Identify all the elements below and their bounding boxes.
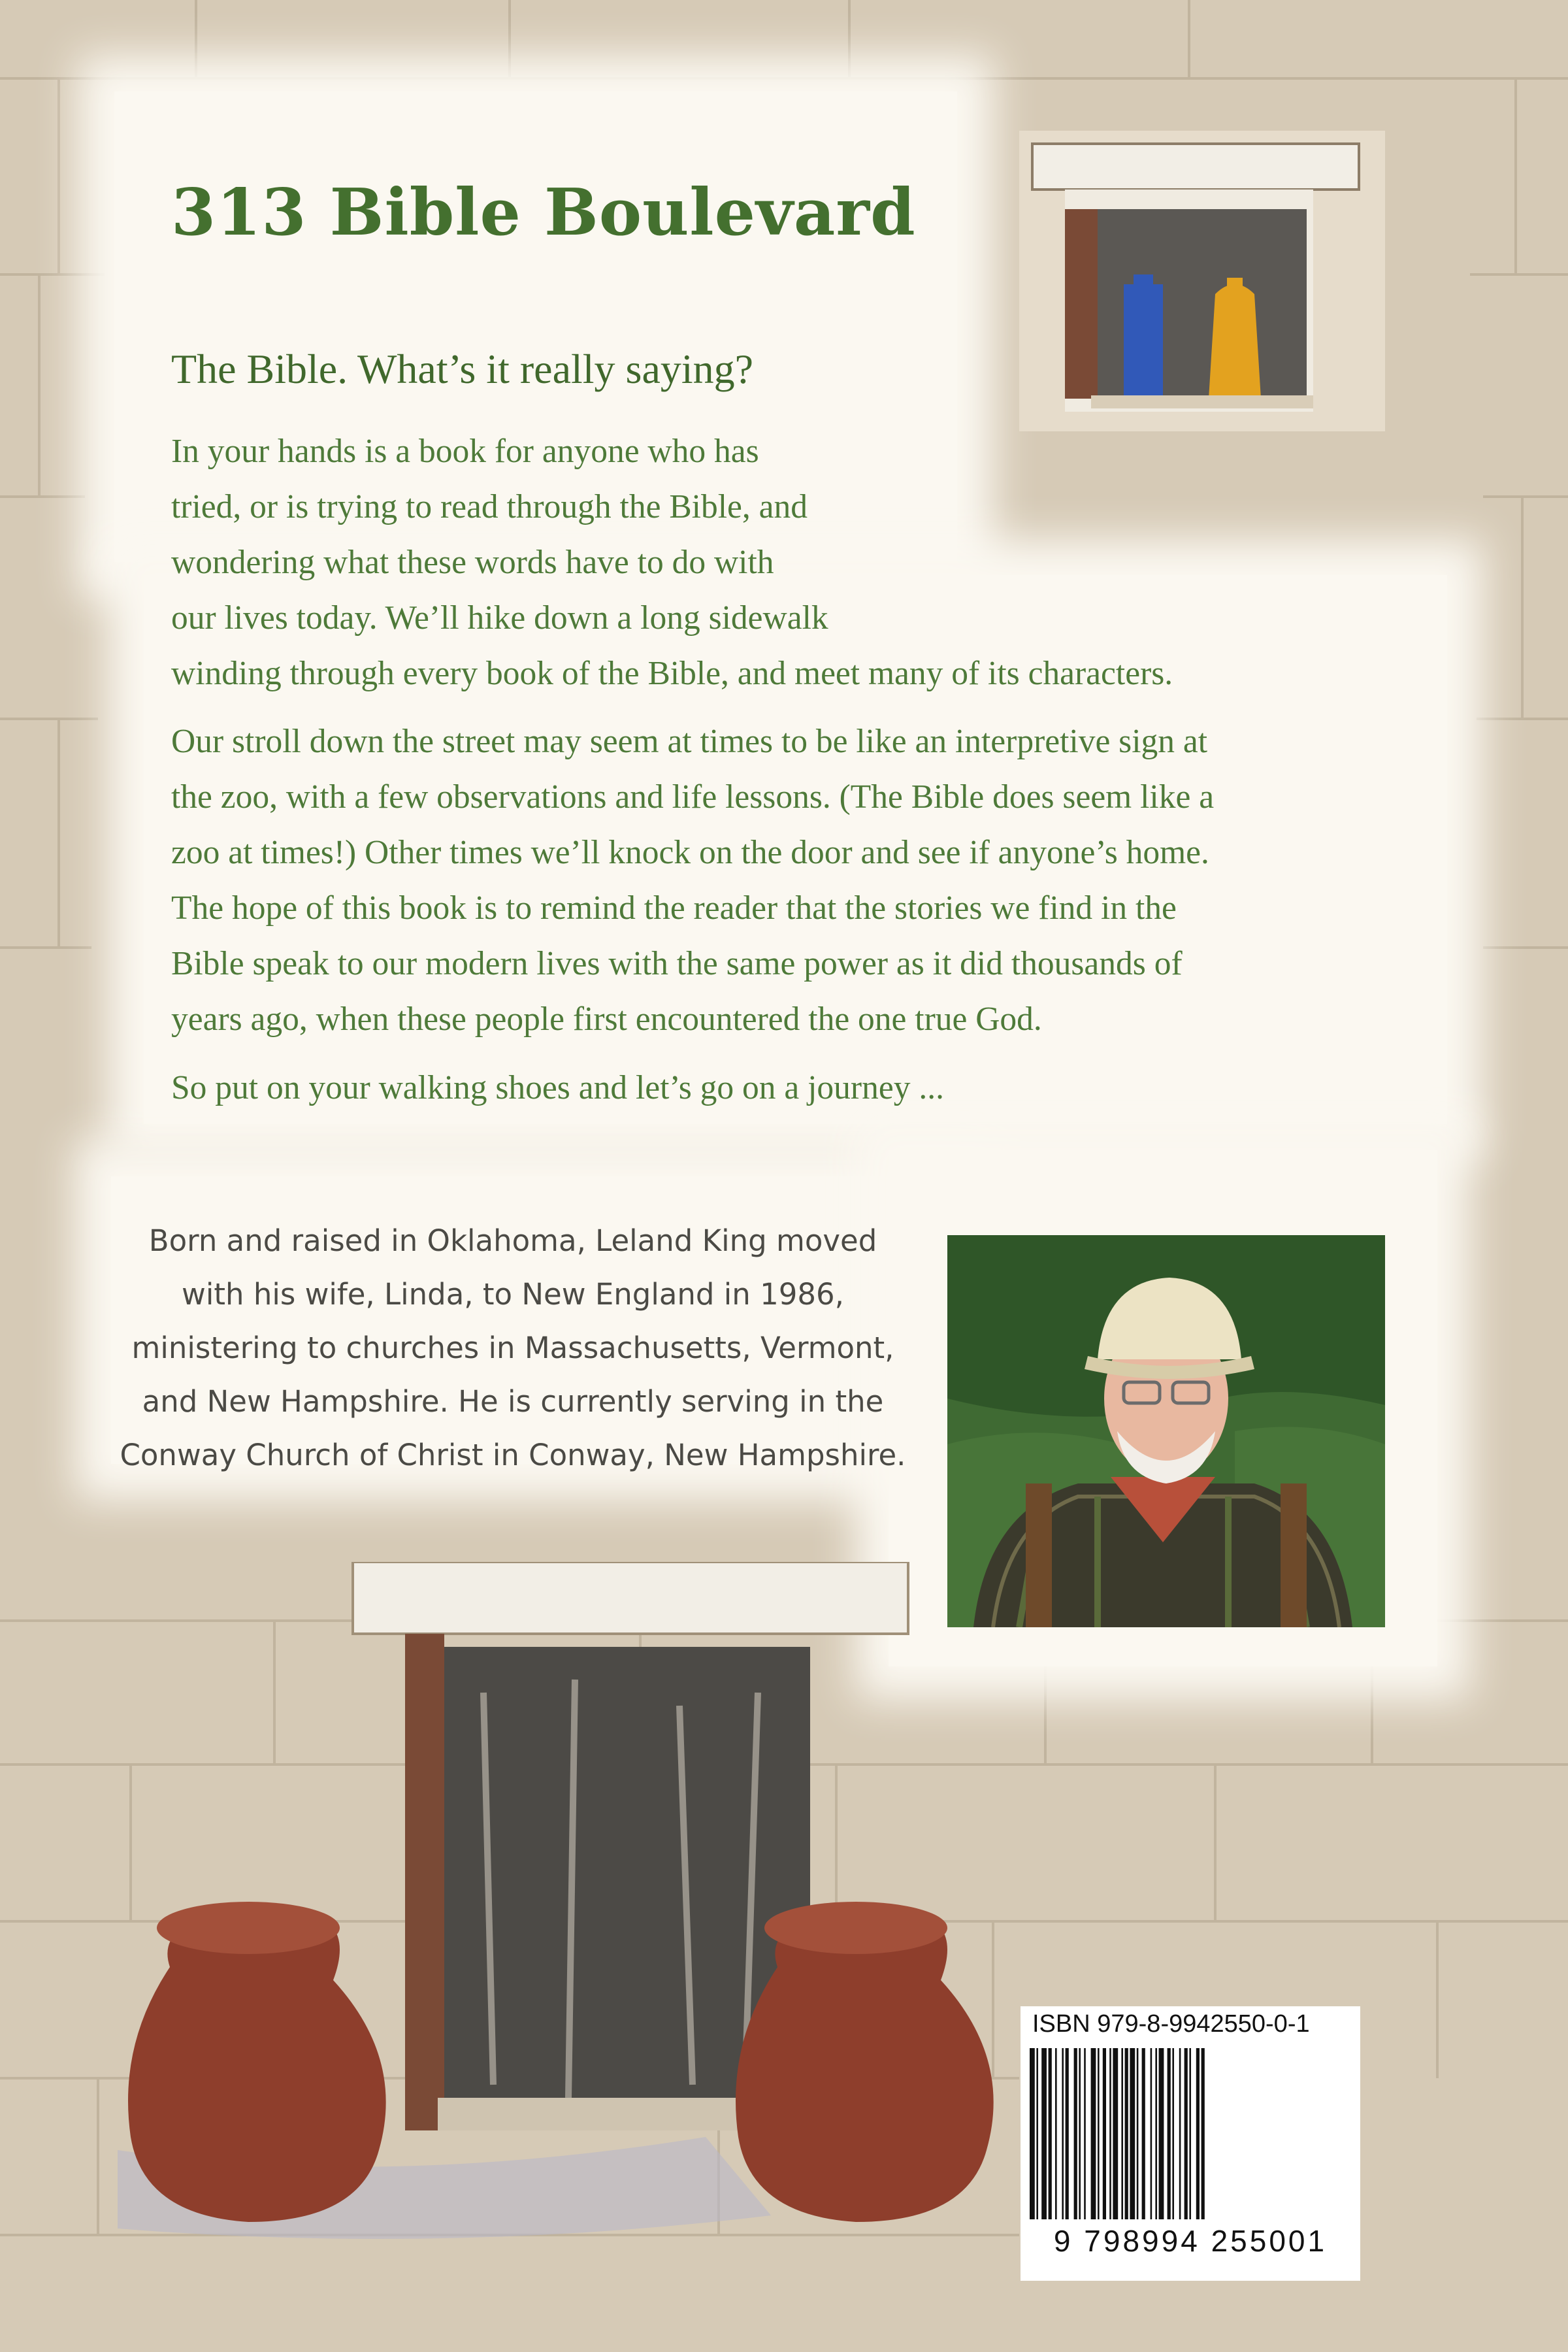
barcode-bar (1079, 2048, 1081, 2219)
barcode-bar (1062, 2048, 1064, 2219)
intro-paragraph (171, 423, 1173, 701)
barcode-bar (1179, 2048, 1181, 2219)
barcode-digits: 9 798994 255001 (1053, 2224, 1328, 2258)
description-line: Bible speak to our modern lives with the same power as it did thousands of (171, 945, 1183, 982)
barcode-bar (1151, 2048, 1152, 2219)
window-with-bottles-illustration (1019, 131, 1385, 431)
barcode-bar (1168, 2048, 1171, 2219)
book-tagline: The Bible. What’s it really saying? (171, 346, 754, 392)
intro-line: winding through every book of the Bible, and meet many of its characters. (171, 655, 1173, 692)
bio-line: and New Hampshire. He is currently serving in the (142, 1384, 884, 1419)
barcode-bar (1055, 2048, 1057, 2219)
description-paragraph (171, 714, 1214, 1047)
barcode-bar (1103, 2048, 1106, 2219)
barcode-bar (1091, 2048, 1096, 2219)
isbn-barcode-box (1021, 2006, 1360, 2281)
barcode-bar (1036, 2048, 1038, 2219)
barcode-bar (1196, 2048, 1200, 2219)
description-line: The hope of this book is to remind the reader that the stories we find in the (171, 889, 1177, 927)
barcode-bar (1121, 2048, 1123, 2219)
description-line: years ago, when these people first encountered the one true God. (171, 1001, 1042, 1038)
barcode-bar (1184, 2048, 1188, 2219)
bio-line: with his wife, Linda, to New England in 1986, (182, 1277, 844, 1312)
isbn-number: ISBN 979-8-9942550-0-1 (1032, 2010, 1310, 2038)
barcode-bar (1137, 2048, 1139, 2219)
description-line: the zoo, with a few observations and life lessons. (The Bible does seem like a (171, 778, 1215, 816)
description-line: zoo at times!) Other times we’ll knock on the door and see if anyone’s home. (171, 834, 1209, 871)
intro-line: tried, or is trying to read through the Bible, and (171, 488, 808, 525)
barcode-bar (1098, 2048, 1100, 2219)
book-title: 313 Bible Boulevard (171, 175, 916, 250)
intro-line: our lives today. We’ll hike down a long sidewalk (171, 599, 828, 637)
intro-line: wondering what these words have to do with (171, 544, 774, 581)
description-line: Our stroll down the street may seem at times to be like an interpretive sign at (171, 723, 1208, 760)
barcode (1026, 2048, 1352, 2219)
author-photo (947, 1235, 1385, 1627)
barcode-bar (1030, 2048, 1035, 2219)
barcode-bar (1142, 2048, 1145, 2219)
author-bio (98, 1214, 928, 1482)
barcode-bar (1130, 2048, 1135, 2219)
barcode-bar (1049, 2048, 1052, 2219)
barcode-bar (1201, 2048, 1205, 2219)
barcode-bar (1074, 2048, 1077, 2219)
closing-line: So put on your walking shoes and let’s go on a journey ... (171, 1069, 944, 1106)
bio-line: Conway Church of Christ in Conway, New Hampshire. (120, 1438, 906, 1472)
intro-line: In your hands is a book for anyone who has (171, 433, 759, 470)
barcode-bar (1084, 2048, 1086, 2219)
barcode-bar (1125, 2048, 1128, 2219)
barcode-bar (1113, 2048, 1118, 2219)
doorway-with-pots-illustration (118, 1562, 1045, 2281)
bio-line: Born and raised in Oklahoma, Leland King moved (148, 1223, 877, 1258)
barcode-bar (1155, 2048, 1157, 2219)
barcode-bar (1189, 2048, 1191, 2219)
barcode-bar (1066, 2048, 1069, 2219)
bio-line: ministering to churches in Massachusetts, Vermont, (131, 1331, 894, 1365)
barcode-bar (1109, 2048, 1111, 2219)
barcode-bar (1041, 2048, 1047, 2219)
barcode-bar (1159, 2048, 1164, 2219)
barcode-bar (1172, 2048, 1174, 2219)
